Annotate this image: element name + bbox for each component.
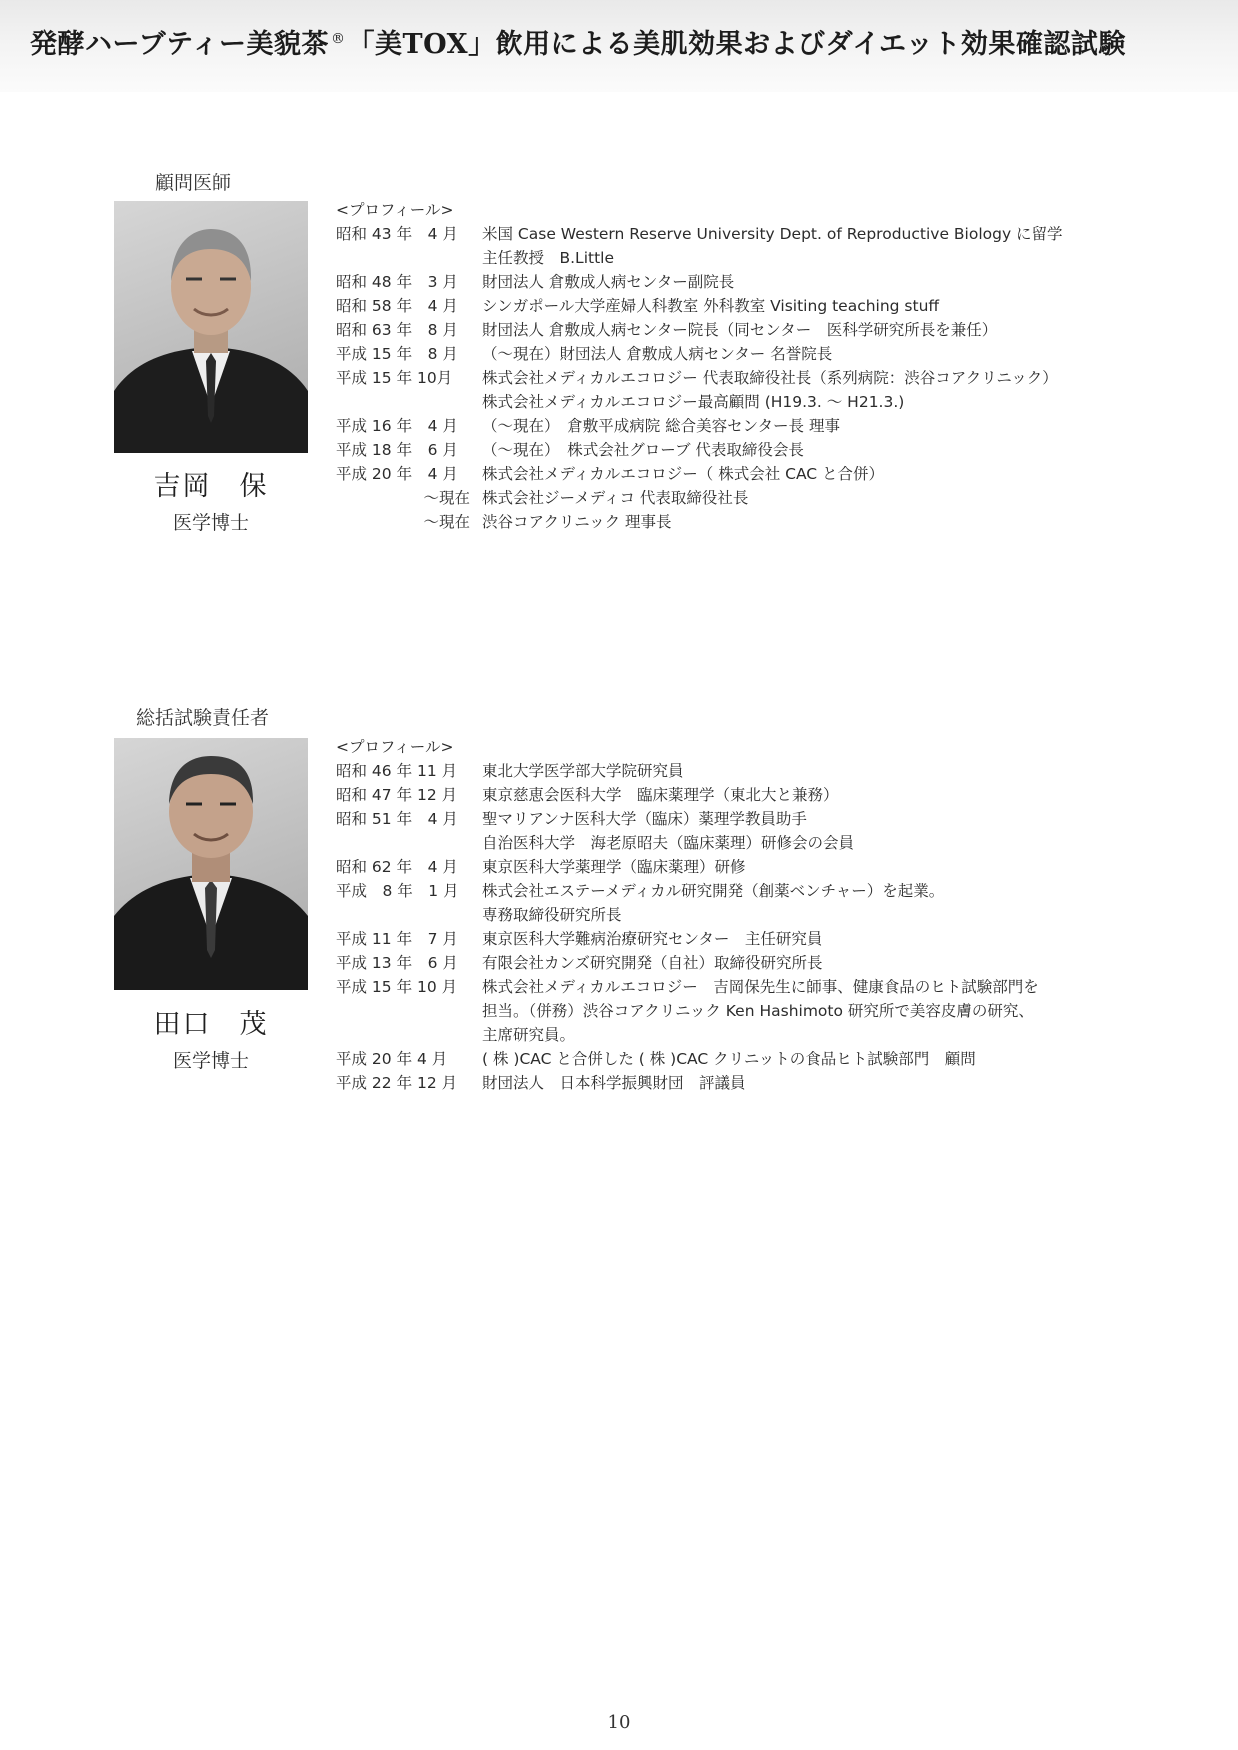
profile-row [336, 222, 1216, 246]
profile-date: 平成 20 年 4 月 [336, 1050, 448, 1068]
profile-date [336, 999, 482, 1023]
investigator-profile [336, 735, 1216, 1095]
profile-description: （～現在） 株式会社グローブ 代表取締役会長 [482, 441, 804, 459]
advisor-name: 吉岡 保 [153, 471, 269, 502]
profile-date: 昭和 48 年 3 月 [336, 273, 458, 291]
profile-row [336, 1071, 1216, 1095]
advisor-profile-rows [336, 222, 1216, 534]
profile-description: 聖マリアンナ医科大学（臨床）薬理学教員助手 [482, 810, 807, 828]
profile-description: ( 株 )CAC と合併した ( 株 )CAC クリニットの食品ヒト試験部門 顧問 [482, 1050, 976, 1068]
profile-date [336, 831, 482, 855]
profile-description: 財団法人 日本科学振興財団 評議員 [482, 1074, 746, 1092]
profile-date: 昭和 46 年 11 月 [336, 762, 458, 780]
advisor-degree: 医学博士 [172, 512, 249, 534]
profile-date: 平成 15 年 10 月 [336, 978, 458, 996]
profile-row [336, 1023, 1216, 1047]
title-part-2: 「美TOX」飲用による美肌効果およびダイエット効果確認試験 [347, 29, 1126, 60]
profile-row [336, 342, 1216, 366]
advisor-role-label: 顧問医師 [155, 172, 232, 194]
profile-date: 平成 22 年 12 月 [336, 1074, 458, 1092]
investigator-degree: 医学博士 [172, 1050, 249, 1072]
profile-date: 平成 11 年 7 月 [336, 930, 458, 948]
investigator-name: 田口 茂 [153, 1009, 269, 1040]
profile-row [336, 879, 1216, 903]
profile-row [336, 1047, 1216, 1071]
profile-row [336, 246, 1216, 270]
profile-description: 担当。（併務）渋谷コアクリニック Ken Hashimoto 研究所で美容皮膚の研究、 [482, 1002, 1034, 1020]
profile-row [336, 414, 1216, 438]
profile-description: 東京医科大学難病治療研究センター 主任研究員 [482, 930, 823, 948]
investigator-role-label: 総括試験責任者 [136, 707, 270, 729]
profile-row [336, 270, 1216, 294]
profile-date: 昭和 43 年 4 月 [336, 225, 458, 243]
profile-description: 東北大学医学部大学院研究員 [482, 762, 684, 780]
page-title [30, 22, 1220, 61]
profile-row [336, 831, 1216, 855]
profile-row [336, 855, 1216, 879]
profile-date: 昭和 51 年 4 月 [336, 810, 458, 828]
profile-date: ～現在 [423, 513, 470, 531]
profile-description: 株式会社メディカルエコロジー（ 株式会社 CAC と合併） [482, 465, 885, 483]
profile-description: 主任教授 B.Little [482, 249, 615, 267]
profile-description: 米国 Case Western Reserve University Dept. of Reproductive Biology に留学 [482, 225, 1063, 243]
profile-description: 株式会社ジーメディコ 代表取締役社長 [482, 489, 749, 507]
profile-date: 平成 20 年 4 月 [336, 465, 458, 483]
profile-date: 平成 18 年 6 月 [336, 441, 458, 459]
profile-row [336, 951, 1216, 975]
advisor-portrait-icon [114, 201, 308, 453]
profile-description: 株式会社メディカルエコロジー最高顧問 (H19.3. ～ H21.3.) [482, 393, 905, 411]
profile-description: （～現在）財団法人 倉敷成人病センター 名誉院長 [482, 345, 833, 363]
profile-date: 平成 16 年 4 月 [336, 417, 458, 435]
profile-description: 自治医科大学 海老原昭夫（臨床薬理）研修会の会員 [482, 834, 855, 852]
profile-row [336, 510, 1216, 534]
profile-row [336, 294, 1216, 318]
profile-date [336, 1023, 482, 1047]
investigator-profile-heading: <プロフィール> [336, 738, 454, 756]
profile-description: 財団法人 倉敷成人病センター副院長 [482, 273, 735, 291]
advisor-photo [114, 201, 308, 453]
profile-date: 昭和 58 年 4 月 [336, 297, 458, 315]
profile-row [336, 783, 1216, 807]
advisor-profile-heading: <プロフィール> [336, 201, 454, 219]
profile-date: 平成 15 年 10月 [336, 369, 453, 387]
profile-row [336, 759, 1216, 783]
profile-row [336, 975, 1216, 999]
investigator-photo [114, 738, 308, 990]
profile-row [336, 486, 1216, 510]
profile-date [336, 246, 482, 270]
profile-row [336, 438, 1216, 462]
profile-description: 財団法人 倉敷成人病センター院長（同センター 医科学研究所長を兼任） [482, 321, 998, 339]
profile-row [336, 318, 1216, 342]
profile-description: 株式会社メディカルエコロジー 吉岡保先生に師事、健康食品のヒト試験部門を [482, 978, 1039, 996]
profile-date: ～現在 [423, 489, 470, 507]
profile-description: 株式会社エステーメディカル研究開発（創薬ベンチャー）を起業。 [482, 882, 945, 900]
profile-description: 渋谷コアクリニック 理事長 [482, 513, 672, 531]
profile-row [336, 903, 1216, 927]
profile-description: 東京医科大学薬理学（臨床薬理）研修 [482, 858, 746, 876]
profile-description: 有限会社カンズ研究開発（自社）取締役研究所長 [482, 954, 823, 972]
profile-date [336, 903, 482, 927]
profile-description: （～現在） 倉敷平成病院 総合美容センター長 理事 [482, 417, 840, 435]
profile-description: 専務取締役研究所長 [482, 906, 622, 924]
profile-date [336, 390, 482, 414]
advisor-profile [336, 198, 1216, 534]
profile-date: 昭和 62 年 4 月 [336, 858, 458, 876]
profile-description: 主席研究員。 [482, 1026, 576, 1044]
profile-description: 東京慈恵会医科大学 臨床薬理学（東北大と兼務） [482, 786, 839, 804]
profile-description: 株式会社メディカルエコロジー 代表取締役社長（系列病院：渋谷コアクリニック） [482, 369, 1058, 387]
profile-date: 平成 15 年 8 月 [336, 345, 458, 363]
investigator-profile-rows [336, 759, 1216, 1095]
title-part-1: 発酵ハーブティー美貌茶 [30, 29, 329, 60]
profile-date: 平成 13 年 6 月 [336, 954, 458, 972]
page-number: 10 [607, 1712, 631, 1733]
registered-mark: ® [331, 31, 346, 47]
investigator-portrait-icon [114, 738, 308, 990]
profile-row [336, 927, 1216, 951]
profile-row [336, 462, 1216, 486]
profile-description: シンガポール大学産婦人科教室 外科教室 Visiting teaching stuff [482, 297, 940, 315]
profile-row [336, 366, 1216, 390]
profile-date: 平成 8 年 1 月 [336, 882, 459, 900]
profile-row [336, 390, 1216, 414]
profile-row [336, 999, 1216, 1023]
profile-date: 昭和 63 年 8 月 [336, 321, 458, 339]
profile-date: 昭和 47 年 12 月 [336, 786, 458, 804]
profile-row [336, 807, 1216, 831]
